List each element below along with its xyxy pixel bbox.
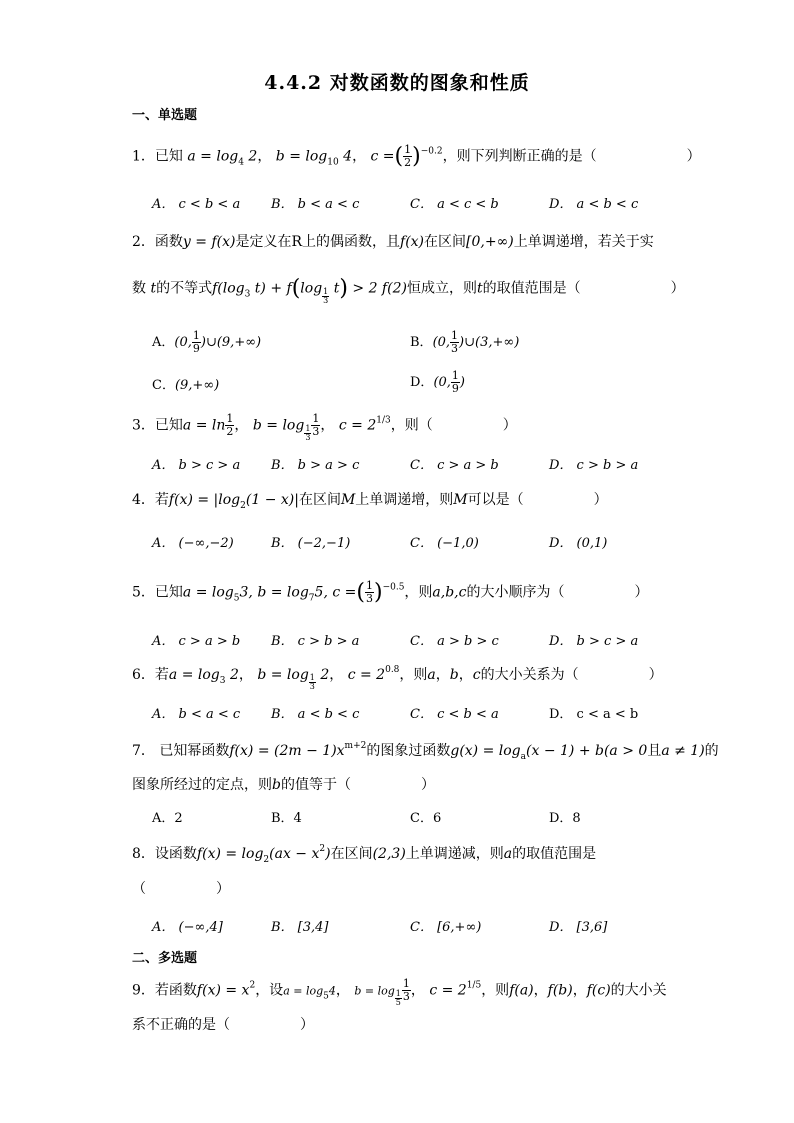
q8-option-c[interactable]: C． [6,+∞) [410, 920, 482, 935]
q2-option-b[interactable]: B．(0, $\frac{1}{3}$ )∪(3,+∞) [410, 329, 520, 355]
q8-option-a[interactable]: A． (−∞,4] [152, 920, 223, 935]
q2-option-d[interactable]: D．(0, $\frac{1}{9}$ ) [410, 369, 465, 395]
section-multiple-choice: 二、多选题 [132, 951, 198, 966]
q4-option-a[interactable]: A． (−∞,−2) [152, 536, 234, 551]
q6-option-d[interactable]: D． c < a < b [549, 707, 639, 722]
q2-option-c[interactable]: C．(9,+∞) [152, 378, 220, 393]
q5-option-a[interactable]: A． c > a > b [152, 634, 241, 649]
question-5: 5．已知$a = \log_53$, $b = \log_75$, c =( $\frac{1}{3}$ )$^{-0.5}$，则a,b,c的大小顺序为（ ） [132, 579, 649, 605]
q5-option-d[interactable]: D． b > c > a [549, 634, 639, 649]
q1-option-b[interactable]: B． b < a < c [271, 197, 360, 212]
q3-option-a[interactable]: A． b > c > a [152, 458, 241, 473]
question-4: 4．若$f(x) = |\log_2(1 - x)|$在区间M上单调递增，则M可以是（ ） [132, 492, 608, 511]
question-8-line-1: 8．设函数$f(x) = \log_2(ax - x^2)$在区间(2,3)上单调递减，则a的取值范围是 [132, 844, 597, 865]
q7-option-a[interactable]: A．2 [152, 811, 183, 826]
q2-option-a[interactable]: A．(0, $\frac{1}{9}$ )∪(9,+∞) [152, 329, 262, 355]
q6-option-c[interactable]: C． c < b < a [410, 707, 499, 722]
question-7-line-1: 7． 已知幂函数$f(x) = (2m - 1)x^{m+2}$的图象过函数$g(x) = \log_a(x - 1) + b(a > 0$且a ≠ 1)的 [132, 741, 719, 762]
question-6: 6．若$a = \log_3 2$， b = log $\frac{1}{3}$ 2， $c = 2^{0.8}$，则a，b，c的大小关系为（ ） [132, 665, 663, 691]
q3-option-d[interactable]: D． c > b > a [549, 458, 639, 473]
q1-option-d[interactable]: D． a < b < c [549, 197, 639, 212]
question-3: 3．已知a = ln $\frac{1}{2}$ ， b = log $\frac{1}{3}$ $\frac{1}{3}$ ， $c = 2^{1/3}$，则（ ） [132, 412, 517, 442]
q3-option-c[interactable]: C． c > a > b [410, 458, 499, 473]
q8-option-d[interactable]: D． [3,6] [549, 920, 608, 935]
q6-option-a[interactable]: A． b < a < c [152, 707, 241, 722]
q1-option-a[interactable]: A． c < b < a [152, 197, 241, 212]
q5-option-b[interactable]: B． c > b > a [271, 634, 360, 649]
question-2-line-2: 数 t的不等式$f(\log_3$ t) + f(log $\frac{1}{3}$ t) > 2 f(2)恒成立，则t的取值范围是（ ） [132, 276, 685, 305]
q5-option-c[interactable]: C． a > b > c [410, 634, 499, 649]
question-1: 1．已知 $a = \log_4 2$， $b = \log_{10} 4$， c =( $\frac{1}{2}$ )$^{-0.2}$，则下列判断正确的是（ ） [132, 143, 701, 169]
question-7-line-2: 图象所经过的定点，则b的值等于（ ） [132, 777, 435, 793]
question-8-line-2: （ ） [132, 881, 230, 897]
q3-option-b[interactable]: B． b > a > c [271, 458, 360, 473]
q8-option-b[interactable]: B． [3,4] [271, 920, 329, 935]
q4-option-d[interactable]: D． (0,1) [549, 536, 608, 551]
question-9-line-1: 9．若函数$f(x) = x^2$，设$a = \log_54$， b = log $\frac{1}{5}$ $\frac{1}{3}$ ， $c = 2^{1/5}$，则f(a)，f(b)，f(c)的大小关 [132, 977, 667, 1007]
q6-option-b[interactable]: B． a < b < c [271, 707, 360, 722]
section-single-choice: 一、单选题 [132, 108, 198, 123]
q1-option-c[interactable]: C． a < c < b [410, 197, 499, 212]
q7-option-b[interactable]: B．4 [271, 811, 302, 826]
page-title: 4.4.2 对数函数的图象和性质 [264, 72, 530, 94]
q4-option-c[interactable]: C． (−1,0) [410, 536, 479, 551]
q4-option-b[interactable]: B． (−2,−1) [271, 536, 351, 551]
question-2-line-1: 2．函数y = f(x)是定义在R上的偶函数，且f(x)在区间[0,+∞)上单调递增，若关于实 [132, 234, 654, 250]
q7-option-d[interactable]: D．8 [549, 811, 581, 826]
question-9-line-2: 系不正确的是（ ） [132, 1017, 314, 1033]
q7-option-c[interactable]: C．6 [410, 811, 442, 826]
